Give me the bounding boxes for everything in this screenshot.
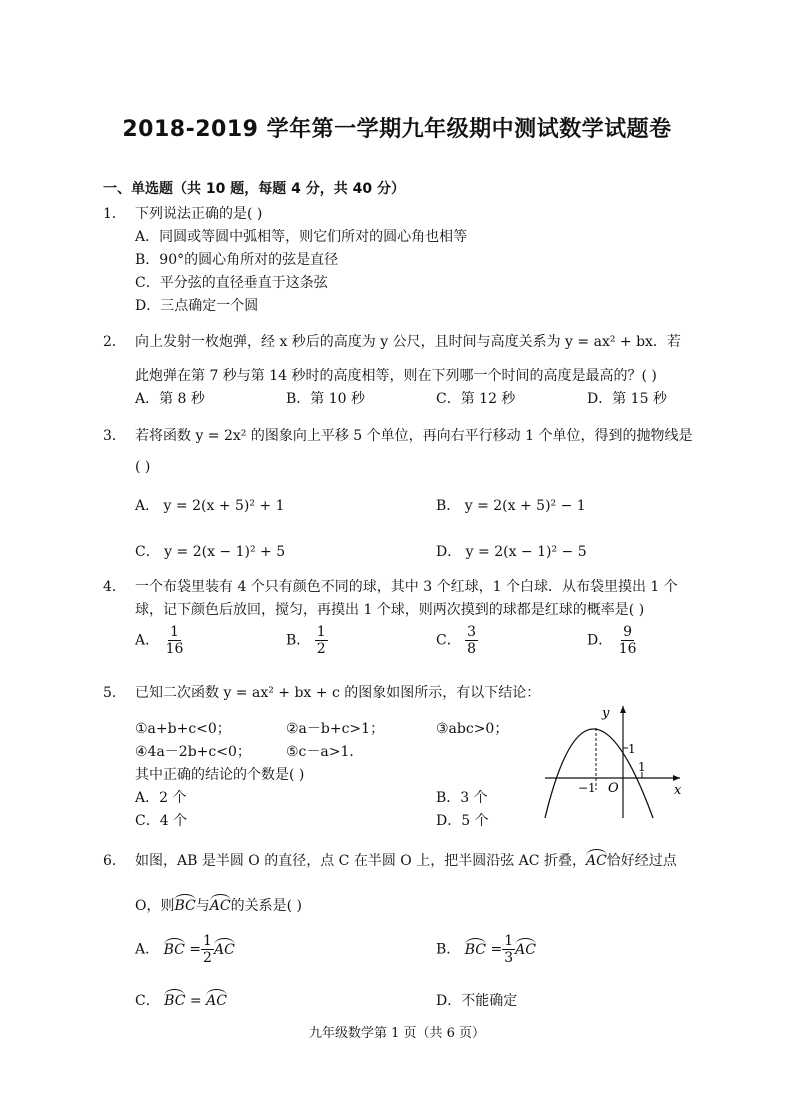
q4-option-c-fraction <box>465 624 478 657</box>
arc-ac: AC <box>213 941 235 958</box>
q4-stem-line1: 一个布袋里装有 4 个只有颜色不同的球，其中 3 个红球，1 个白球．从布袋里摸出 1 个 <box>135 579 678 595</box>
numerator: 9 <box>623 624 633 640</box>
denominator: 8 <box>467 641 477 658</box>
arc-ac: AC <box>585 853 607 869</box>
y-axis-label: y <box>602 706 610 721</box>
x-axis-arrow <box>673 775 680 781</box>
q1-number: 1． <box>103 206 126 222</box>
q4-option-d-label: D． <box>587 632 613 649</box>
q3-option-b: B． y = 2(x + 5)² − 1 <box>436 498 586 514</box>
q6-stem-line2 <box>135 895 302 915</box>
q1-option-a: A．同圆或等圆中弧相等，则它们所对的圆心角也相等 <box>135 229 468 245</box>
q5-conclusion-5: ⑤c－a>1． <box>286 744 364 760</box>
y-axis-arrow <box>620 706 626 713</box>
parabola-curve <box>545 729 653 818</box>
arc-bc: BC <box>163 941 185 958</box>
section-heading: 一、单选题（共 10 题，每题 4 分，共 40 分） <box>103 181 405 197</box>
q4-option-d <box>587 624 639 657</box>
q5-conclusion-2: ②a－b+c>1； <box>286 721 385 737</box>
q6-stem-line1 <box>135 850 677 870</box>
q4-stem-line2: 球，记下颜色后放回，搅匀，再摸出 1 个球，则两次摸到的球都是红球的概率是( ) <box>135 602 645 618</box>
q5-option-c: C．4 个 <box>135 813 188 829</box>
q3-stem-line1: 若将函数 y = 2x² 的图象向上平移 5 个单位，再向右平行移动 1 个单位，得到的抛物线是 <box>135 428 693 444</box>
equals: = <box>490 941 503 958</box>
q4-option-a-label: A． <box>135 632 160 649</box>
x-tick-label: 1 <box>638 760 646 774</box>
q2-option-d: D．第 15 秒 <box>587 391 667 407</box>
q5-conclusion-4: ④4a－2b+c<0； <box>135 744 251 760</box>
q6-option-a-fraction <box>201 933 214 966</box>
q2-stem-line2: 此炮弹在第 7 秒与第 14 秒时的高度相等，则在下列哪一个时间的高度是最高的？( ) <box>135 368 657 384</box>
q3-stem-line2: ( ) <box>135 459 151 475</box>
q4-option-b-label: B． <box>286 632 311 649</box>
arc-ac: AC <box>206 993 227 1009</box>
q6-number: 6． <box>103 853 126 869</box>
denominator: 2 <box>316 641 326 658</box>
q6-option-b-fraction <box>502 933 515 966</box>
numerator: 1 <box>316 624 326 640</box>
q2-number: 2． <box>103 334 126 350</box>
numerator: 1 <box>170 624 179 640</box>
arc-bc: BC <box>164 993 186 1009</box>
q4-option-a <box>135 624 185 657</box>
q5-stem: 已知二次函数 y = ax² + bx + c 的图象如图所示，有以下结论： <box>135 685 541 701</box>
q4-option-c <box>436 624 478 657</box>
q2-option-b: B．第 10 秒 <box>286 391 366 407</box>
numerator: 1 <box>203 933 212 949</box>
origin-label: O <box>608 781 619 796</box>
q6-option-a <box>135 933 235 966</box>
q6-option-b-label: B． <box>436 941 461 958</box>
q4-option-b <box>286 624 328 657</box>
arc-ac: AC <box>515 941 536 958</box>
page-footer: 九年级数学第 1 页（共 6 页） <box>308 1026 486 1041</box>
denominator: 16 <box>618 641 637 658</box>
numerator: 1 <box>504 933 514 949</box>
equals: = <box>189 941 202 958</box>
q2-stem-line1: 向上发射一枚炮弹，经 x 秒后的高度为 y 公尺，且时间与高度关系为 y = ax² + bx．若 <box>135 334 681 350</box>
q2-option-a: A．第 8 秒 <box>135 391 205 407</box>
arc-bc: BC <box>174 898 196 914</box>
y-tick-label: 1 <box>628 742 636 756</box>
denominator: 3 <box>504 950 514 967</box>
q5-option-b: B．3 个 <box>436 790 488 806</box>
q5-conclusion-1: ①a+b+c<0； <box>135 721 231 737</box>
q6-option-a-label: A． <box>135 941 160 958</box>
arc-ac: AC <box>209 898 231 914</box>
q4-option-a-fraction <box>164 624 186 657</box>
x-neg-tick-label: −1 <box>578 781 596 795</box>
q1-option-c: C．平分弦的直径垂直于这条弦 <box>135 275 328 291</box>
denominator: 2 <box>203 950 212 967</box>
q5-ask: 其中正确的结论的个数是( ) <box>135 767 305 783</box>
q1-stem: 下列说法正确的是( ) <box>135 206 263 222</box>
q6-option-b <box>436 933 536 966</box>
q3-option-a: A． y = 2(x + 5)² + 1 <box>135 498 285 514</box>
q1-option-b: B．90°的圆心角所对的弦是直径 <box>135 252 339 268</box>
q6-stem-part3: O，则 <box>135 898 175 914</box>
arc-bc: BC <box>464 941 487 958</box>
q4-option-c-label: C． <box>436 632 461 649</box>
q5-option-d: D．5 个 <box>436 813 489 829</box>
q6-stem-part1: 如图，AB 是半圆 O 的直径，点 C 在半圆 O 上，把半圆沿弦 AC 折叠， <box>135 853 586 869</box>
q6-option-d: D．不能确定 <box>436 993 518 1009</box>
page-title: 2018-2019 学年第一学期九年级期中测试数学试题卷 <box>122 117 672 142</box>
q6-option-c <box>135 990 227 1010</box>
q5-number: 5． <box>103 685 126 701</box>
x-axis-label: x <box>674 783 682 798</box>
q2-option-c: C．第 12 秒 <box>436 391 516 407</box>
q4-option-d-fraction <box>617 624 639 657</box>
q6-option-c-label: C． <box>135 993 160 1009</box>
q6-stem-part2: 恰好经过点 <box>606 853 677 869</box>
equals: = <box>189 993 202 1009</box>
q4-number: 4． <box>103 579 126 595</box>
q6-stem-part4: 与 <box>195 898 210 914</box>
denominator: 16 <box>165 641 184 658</box>
q1-option-d: D．三点确定一个圆 <box>135 298 259 314</box>
q5-option-a: A．2 个 <box>135 790 187 806</box>
q3-number: 3． <box>103 428 126 444</box>
numerator: 3 <box>467 624 477 640</box>
q5-conclusion-3: ③abc>0； <box>436 721 509 737</box>
q5-parabola-graph <box>540 700 690 822</box>
q3-option-d: D． y = 2(x − 1)² − 5 <box>436 544 587 560</box>
q3-option-c: C． y = 2(x − 1)² + 5 <box>135 544 286 560</box>
q6-stem-part5: 的关系是( ) <box>230 898 302 914</box>
q4-option-b-fraction <box>315 624 328 657</box>
